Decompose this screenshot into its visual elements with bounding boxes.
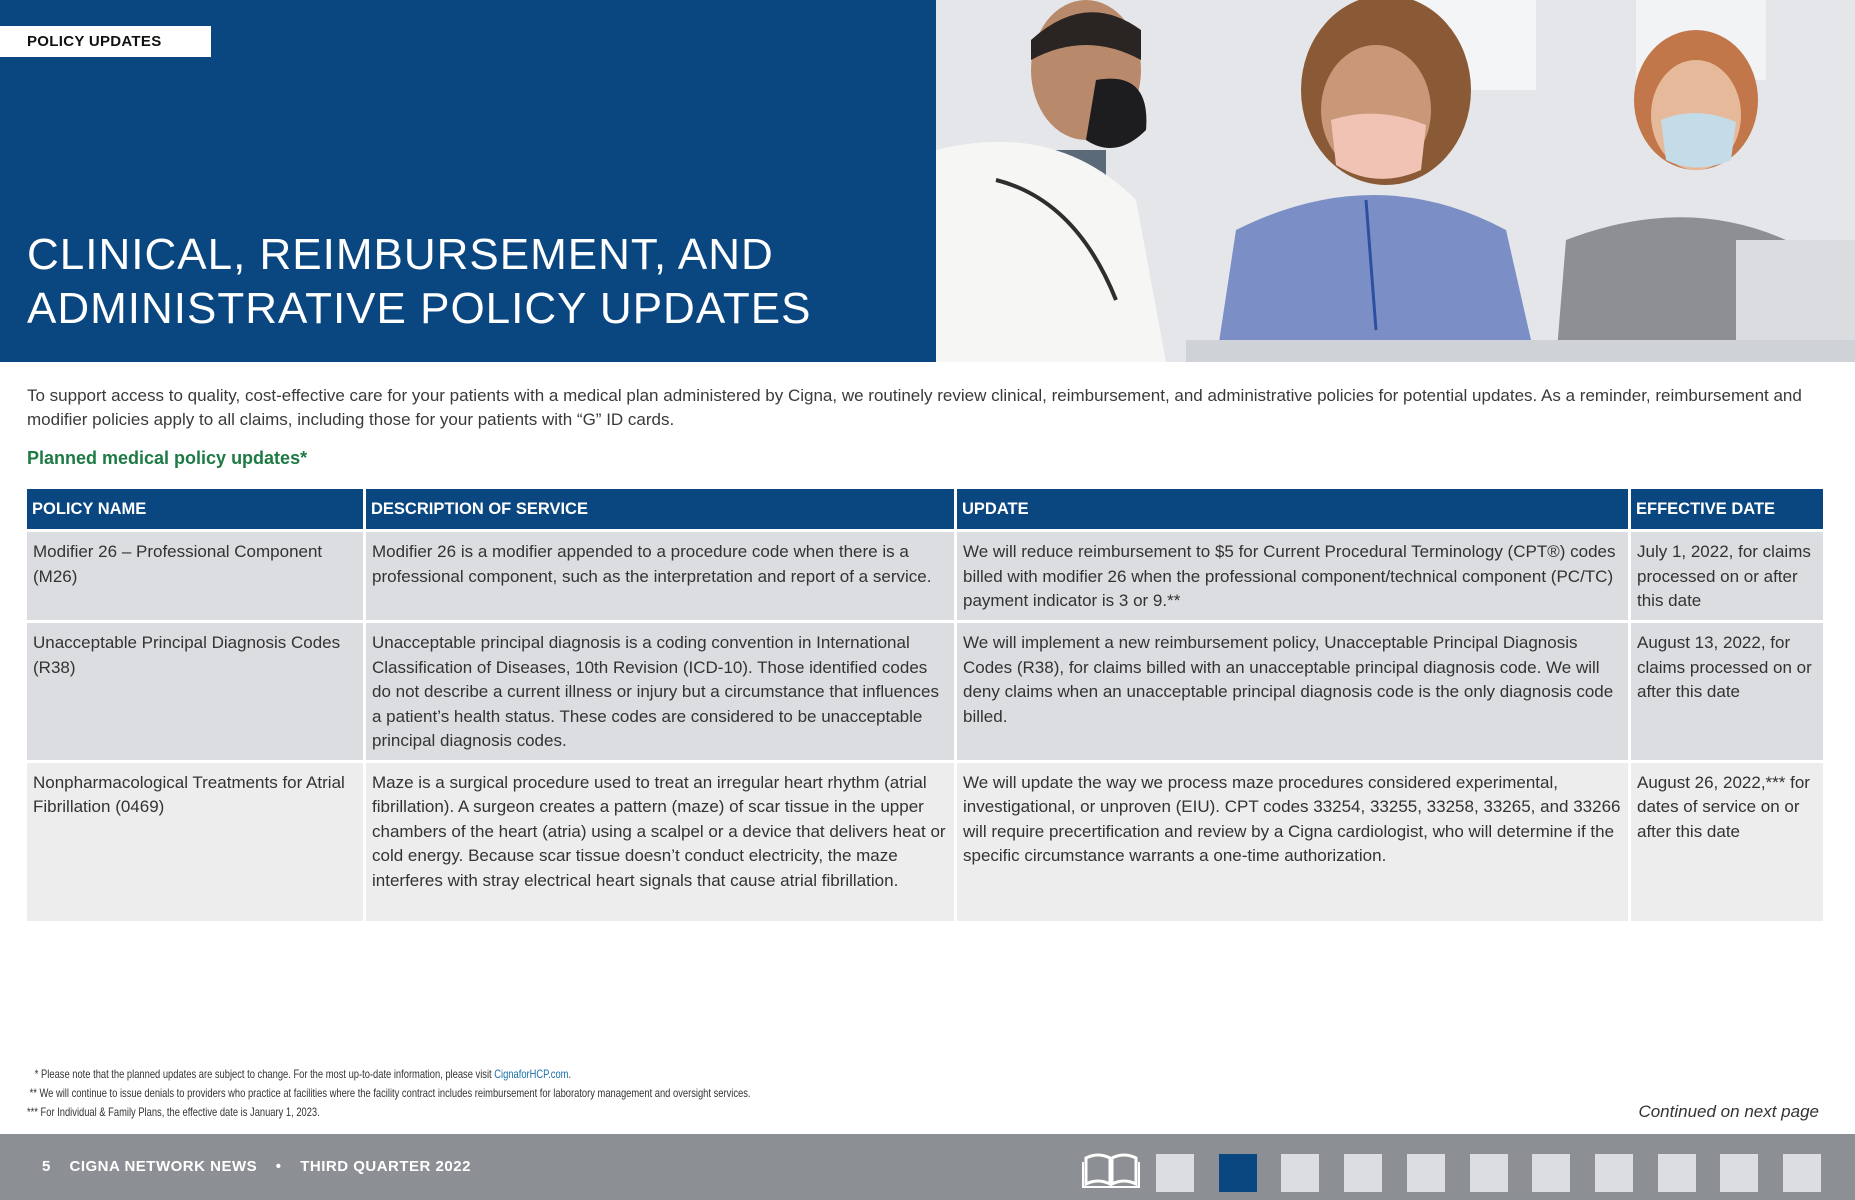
footnote-2: ** We will continue to issue denials to providers who practice at facilities where the facility contract includes reimbursement for laboratory management and oversight services. [29, 1086, 751, 1100]
cell-policy-name: Unacceptable Principal Diagnosis Codes (R38) [27, 623, 363, 760]
hero-banner [0, 0, 936, 362]
table-row [27, 623, 1823, 760]
issue-name: THIRD QUARTER 2022 [300, 1158, 471, 1175]
page-nav-square-2[interactable] [1219, 1154, 1257, 1192]
page-nav-square-5[interactable] [1407, 1154, 1445, 1192]
header-effective-date: EFFECTIVE DATE [1631, 489, 1823, 529]
page-nav-square-7[interactable] [1532, 1154, 1570, 1192]
page-nav-square-8[interactable] [1595, 1154, 1633, 1192]
hero-photo [936, 0, 1855, 362]
footer-separator: • [275, 1158, 282, 1175]
footer-text [42, 1134, 485, 1200]
section-tag: POLICY UPDATES [0, 26, 211, 57]
header-update: UPDATE [957, 489, 1628, 529]
cell-effective-date: July 1, 2022, for claims processed on or after this date [1631, 532, 1823, 620]
cell-description: Unacceptable principal diagnosis is a coding convention in International Classification of Diseases, 10th Revision (ICD-10). Those identified codes do not describe a current illness or injury but a circumstance that influences a patient’s health status. These codes are considered to be unacceptable principal diagnosis codes. [366, 623, 954, 760]
cell-update: We will reduce reimbursement to $5 for Current Procedural Terminology (CPT®) codes billed with modifier 26 when the professional component/technical component (PC/TC) payment indicator is 3 or 9.** [957, 532, 1628, 620]
cell-effective-date: August 13, 2022, for claims processed on or after this date [1631, 623, 1823, 760]
intro-paragraph: To support access to quality, cost-effective care for your patients with a medical plan administered by Cigna, we routinely review clinical, reimbursement, and administrative policies for potential updates. As a reminder, reimbursement and modifier policies apply to all claims, including those for your patients with “G” ID cards. [27, 386, 1802, 429]
table-row [27, 532, 1823, 620]
header-description: DESCRIPTION OF SERVICE [366, 489, 954, 529]
page-nav-square-1[interactable] [1156, 1154, 1194, 1192]
healthcare-workers-image [936, 0, 1855, 362]
footnotes [27, 1065, 963, 1122]
page-nav-square-11[interactable] [1783, 1154, 1821, 1192]
open-book-icon[interactable] [1082, 1148, 1140, 1188]
page-nav-square-9[interactable] [1658, 1154, 1696, 1192]
policy-updates-table [24, 486, 1826, 924]
cell-update: We will implement a new reimbursement policy, Unacceptable Principal Diagnosis Codes (R38), for claims billed with an unacceptable principal diagnosis code. We will deny claims when an unacceptable principal diagnosis code is the only diagnosis code billed. [957, 623, 1628, 760]
table-row [27, 763, 1823, 921]
cell-update: We will update the way we process maze procedures considered experimental, investigational, or unproven (EIU). CPT codes 33254, 33255, 33258, 33265, and 33266 will require precertification and review by a Cigna cardiologist, who will determine if the specific circumstance warrants a one-time authorization. [957, 763, 1628, 921]
footnote-1: * Please note that the planned updates are subject to change. For the most up-to-date information, please visit CignaforHCP.com. [34, 1067, 572, 1081]
page-nav-square-6[interactable] [1470, 1154, 1508, 1192]
cell-description: Modifier 26 is a modifier appended to a procedure code when there is a professional component, such as the interpretation and report of a service. [366, 532, 954, 620]
page-nav-square-3[interactable] [1281, 1154, 1319, 1192]
page-number: 5 [42, 1158, 51, 1175]
header-policy-name: POLICY NAME [27, 489, 363, 529]
cell-policy-name: Modifier 26 – Professional Component (M26) [27, 532, 363, 620]
table-heading: Planned medical policy updates* [27, 448, 308, 468]
cell-policy-name: Nonpharmacological Treatments for Atrial Fibrillation (0469) [27, 763, 363, 921]
cell-effective-date: August 26, 2022,*** for dates of service on or after this date [1631, 763, 1823, 921]
cell-description: Maze is a surgical procedure used to treat an irregular heart rhythm (atrial fibrillation). A surgeon creates a pattern (maze) of scar tissue in the upper chambers of the heart (atria) using a scalpel or a device that delivers heat or cold energy. Because scar tissue doesn’t conduct electricity, the maze interferes with stray electrical heart signals that cause atrial fibrillation. [366, 763, 954, 921]
page-nav-square-4[interactable] [1344, 1154, 1382, 1192]
footnote-3: *** For Individual & Family Plans, the effective date is January 1, 2023. [27, 1105, 320, 1119]
continued-note: Continued on next page [1638, 1102, 1819, 1121]
cignaforhcp-link[interactable]: CignaforHCP.com [494, 1067, 569, 1081]
page-title: CLINICAL, REIMBURSEMENT, AND ADMINISTRATIVE POLICY UPDATES [27, 230, 812, 333]
page-nav-square-10[interactable] [1720, 1154, 1758, 1192]
page-footer [0, 1134, 1855, 1200]
publication-name: CIGNA NETWORK NEWS [69, 1158, 258, 1175]
table-header-row [27, 489, 1823, 529]
